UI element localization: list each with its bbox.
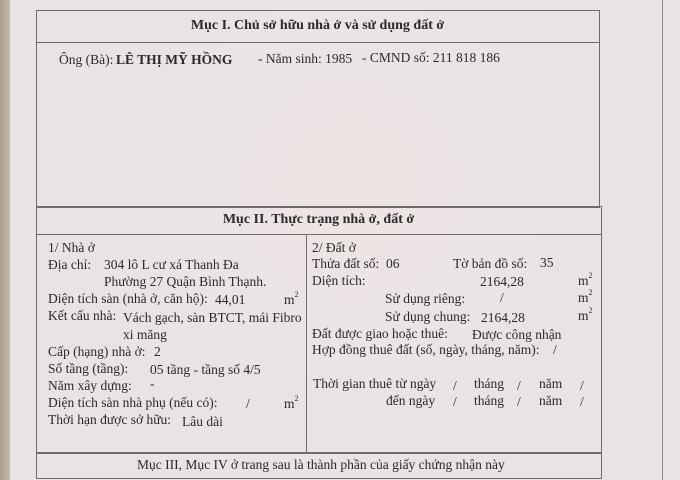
map-sheet-label: Tờ bản đồ số: [453, 256, 528, 271]
structure-label: Kết cấu nhà: [48, 308, 117, 323]
lease-to-month: / [517, 394, 521, 409]
section-1-box [36, 10, 600, 208]
floors-label: Số tầng (tầng): [48, 361, 129, 376]
floor-area-label: Diện tích sàn (nhà ở, căn hộ): [48, 291, 208, 306]
address-label: Địa chỉ: [48, 257, 92, 272]
divider [36, 234, 601, 235]
land-area-unit: $m^2$ [578, 271, 593, 288]
lease-to-year-label: năm [539, 393, 563, 408]
private-use-label: Sử dụng riêng: [385, 291, 466, 306]
floor-area-unit: $m^2$ [284, 290, 299, 307]
aux-area-value: / [246, 396, 250, 411]
floors-value: 05 tầng - tầng số 4/5 [150, 362, 261, 377]
lease-contract-label: Hợp đồng thuê đất (số, ngày, tháng, năm): [312, 342, 540, 357]
column-divider [306, 234, 307, 452]
lease-from-year-label: năm [539, 376, 563, 391]
year-built-label: Năm xây dựng: [48, 378, 132, 393]
private-use-value: / [500, 290, 504, 305]
birth-year: - Năm sinh: 1985 [258, 51, 353, 66]
footer-note: Mục III, Mục IV ở trang sau là thành phần của giấy chứng nhận này [137, 457, 505, 472]
aux-area-unit: $m^2$ [284, 394, 299, 411]
lease-from-year: / [580, 378, 584, 393]
shared-use-unit: $m^2$ [578, 306, 593, 323]
section-1-title: Mục I. Chủ sở hữu nhà ở và sử dụng đất ở [190, 18, 445, 33]
grade-label: Cấp (hạng) nhà ở: [48, 344, 146, 359]
floor-area-value: 44,01 [215, 292, 246, 307]
plot-value: 06 [386, 256, 400, 271]
land-area-value: 2164,28 [480, 274, 524, 289]
lease-from-label: Thời gian thuê từ ngày [313, 376, 437, 391]
ownership-term-value: Lâu dài [182, 414, 223, 429]
owner-label: Ông (Bà): [59, 52, 114, 67]
lease-from-month: / [517, 378, 521, 393]
owner-name: LÊ THỊ MỸ HỒNG [116, 52, 233, 67]
plot-label: Thửa đất số: [312, 256, 380, 271]
aux-area-label: Diện tích sàn nhà phụ (nếu có): [48, 395, 218, 410]
land-area-label: Diện tích: [312, 273, 366, 288]
address-line-2: Phường 27 Quận Bình Thạnh. [104, 274, 267, 289]
address-line-1: 304 lô L cư xá Thanh Đa [104, 257, 239, 272]
structure-line-2: xi măng [123, 327, 167, 342]
lease-to-year: / [580, 394, 584, 409]
private-use-unit: $m^2$ [578, 288, 593, 305]
page-edge [662, 0, 663, 480]
grant-label: Đất được giao hoặc thuê: [312, 326, 448, 341]
lease-contract-value: / [553, 342, 557, 357]
lease-from-month-label: tháng [474, 376, 504, 391]
lease-to-day: / [453, 394, 457, 409]
ownership-term-label: Thời hạn được sở hữu: [48, 412, 172, 427]
divider [36, 42, 599, 43]
section-2-title: Mục II. Thực trạng nhà ở, đất ở [222, 212, 415, 227]
shared-use-value: 2164,28 [481, 310, 525, 325]
house-heading: 1/ Nhà ở [48, 240, 95, 255]
land-heading: 2/ Đất ở [312, 240, 356, 255]
lease-to-month-label: tháng [474, 393, 504, 408]
lease-from-day: / [453, 378, 457, 393]
grade-value: 2 [154, 344, 161, 359]
shared-use-label: Sử dụng chung: [385, 309, 471, 324]
id-number: - CMND số: 211 818 186 [362, 50, 500, 65]
year-built-value: - [150, 376, 155, 391]
lease-to-label: đến ngày [386, 393, 436, 408]
grant-value: Được công nhận [472, 327, 562, 342]
map-sheet-value: 35 [540, 255, 554, 270]
structure-line-1: Vách gạch, sàn BTCT, mái Fibro [123, 310, 302, 325]
